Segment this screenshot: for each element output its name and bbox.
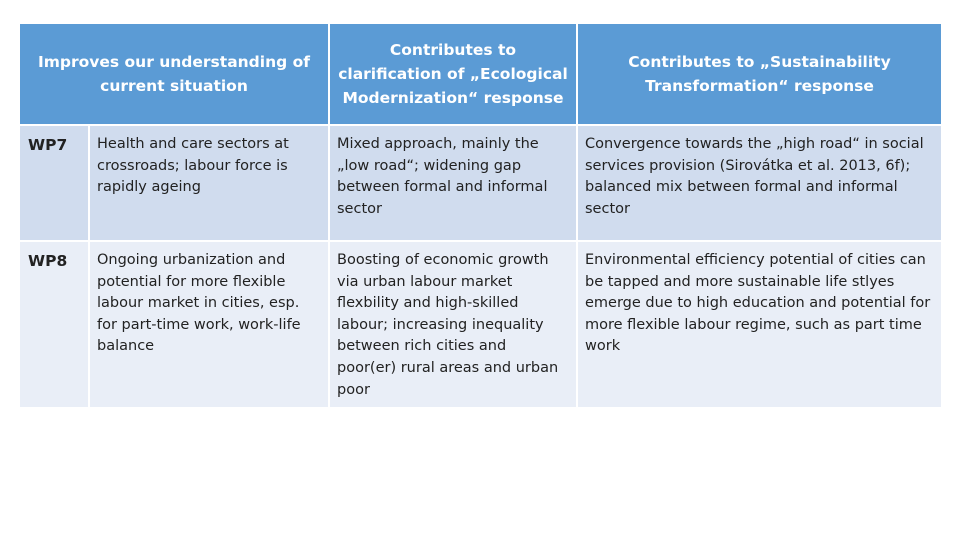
situation-cell: Ongoing urbanization and potential for more flexible labour market in cities, esp. for part-time work, work-life balance: [89, 241, 329, 408]
table-row: [19, 241, 942, 408]
header-current-situation: Improves our understanding of current situation: [19, 23, 329, 125]
header-sustainability-transformation: Contributes to „Sustainability Transformation“ response: [577, 23, 942, 125]
table-row: [19, 125, 942, 241]
wp-label: WP8: [19, 241, 89, 408]
ecological-cell: Mixed approach, mainly the „low road“; widening gap between formal and informal sector: [329, 125, 577, 241]
header-ecological-modernization: Contributes to clarification of „Ecological Modernization“ response: [329, 23, 577, 125]
wp-label: WP7: [19, 125, 89, 241]
comparison-table: [18, 22, 943, 409]
sustainability-cell: Convergence towards the „high road“ in social services provision (Sirovátka et al. 2013, 6f); balanced mix between formal and informal sector: [577, 125, 942, 241]
sustainability-cell: Environmental efficiency potential of cities can be tapped and more sustainable life stlyes emerge due to high education and potential for more flexible labour regime, such as part time work: [577, 241, 942, 408]
header-row: [19, 23, 942, 125]
situation-cell: Health and care sectors at crossroads; labour force is rapidly ageing: [89, 125, 329, 241]
ecological-cell: Boosting of economic growth via urban labour market flexbility and high-skilled labour; increasing inequality between rich cities and poor(er) rural areas and urban poor: [329, 241, 577, 408]
